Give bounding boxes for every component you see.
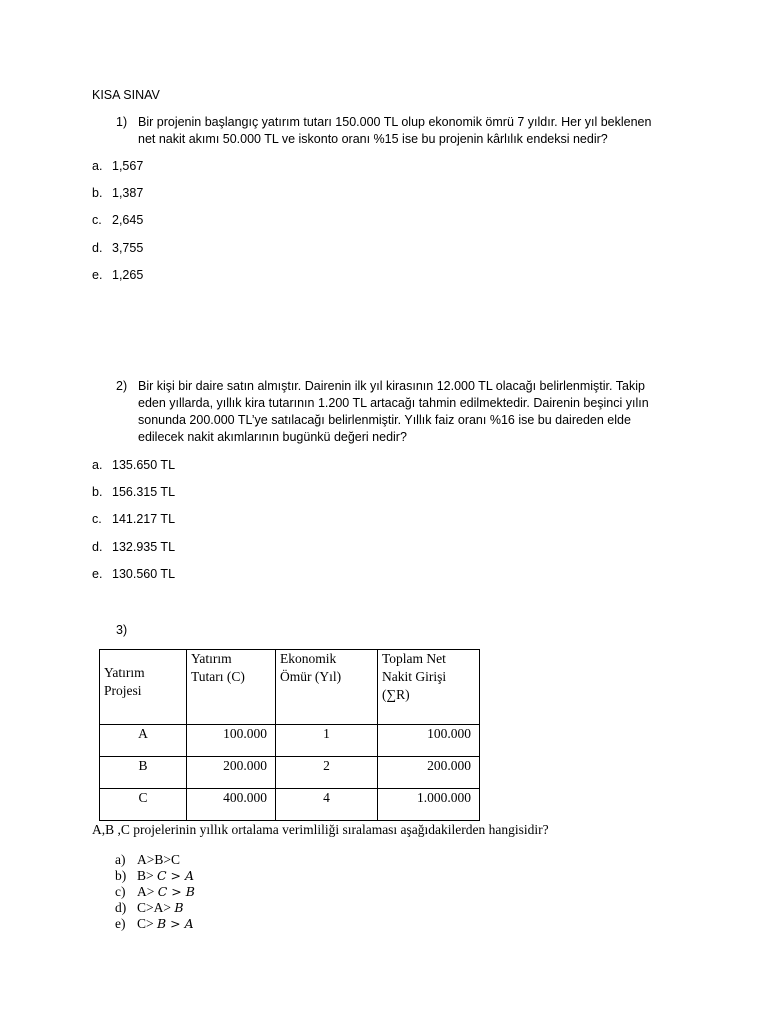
q1-option-e[interactable] [92,267,143,284]
option-math: B [174,900,184,915]
q1-option-c[interactable] [92,212,143,229]
project-table [99,649,480,821]
option-text: 1,387 [112,186,144,200]
option-math: B > A [157,916,194,931]
question-2-number: 2) [116,379,128,393]
option-letter: b. [92,186,103,200]
question-2-line-1: Bir kişi bir daire satın almıştır. Dairenin ilk yıl kirasının 12.000 TL olacağı belirlenmiştir. Takip [138,379,645,393]
option-letter: d. [92,241,103,255]
option-math: C > B [157,884,195,899]
cell-inflow: 200.000 [378,757,480,789]
q3-option-e[interactable] [115,916,194,932]
option-text: 3,755 [112,241,144,255]
header-inflow [378,650,480,725]
header-line: Projesi [104,683,142,698]
cell-project: A [100,725,187,757]
q3-option-c[interactable] [115,884,195,900]
option-letter: e) [115,916,126,931]
option-letter: a) [115,852,126,867]
question-3-number: 3) [116,623,128,637]
header-line: (∑R) [382,687,410,702]
option-text: 130.560 TL [112,567,176,581]
option-letter: b) [115,868,127,883]
question-1-line-2: net nakit akımı 50.000 TL ve iskonto oranı %15 ise bu projenin kârlılık endeksi nedir? [138,132,608,146]
q1-option-a[interactable] [92,158,143,175]
option-letter: e. [92,268,103,282]
cell-life: 1 [276,725,378,757]
option-letter: c. [92,213,102,227]
cell-investment: 100.000 [187,725,276,757]
option-text: C> [137,916,154,931]
cell-investment: 200.000 [187,757,276,789]
question-2-line-3: sonunda 200.000 TL’ye satılacağı belirlenmiştir. Yıllık faiz oranı %16 ise bu daireden elde [138,413,631,427]
cell-life: 4 [276,789,378,821]
option-math: C > A [157,868,195,883]
option-text: 135.650 TL [112,458,176,472]
option-text: 156.315 TL [112,485,176,499]
cell-inflow: 1.000.000 [378,789,480,821]
header-line: Nakit Girişi [382,669,447,684]
cell-project: C [100,789,187,821]
cell-investment: 400.000 [187,789,276,821]
question-1-number: 1) [116,115,128,129]
q1-option-d[interactable] [92,240,143,257]
option-letter: d) [115,900,127,915]
q2-option-d[interactable] [92,539,175,556]
option-text: 141.217 TL [112,512,176,526]
q2-option-a[interactable] [92,457,175,474]
header-line: Toplam Net [382,651,446,666]
page-title: KISA SINAV [92,88,160,102]
option-letter: a. [92,159,103,173]
header-investment [187,650,276,725]
q3-option-b[interactable] [115,868,194,884]
header-line: Tutarı (C) [191,669,245,684]
cell-inflow: 100.000 [378,725,480,757]
option-letter: e. [92,567,103,581]
option-letter: c) [115,884,126,899]
table-row [100,725,480,757]
option-text: 2,645 [112,213,144,227]
question-2-line-4: edilecek nakit akımlarının bugünkü değeri nedir? [138,430,407,444]
q2-option-c[interactable] [92,511,175,528]
option-letter: d. [92,540,103,554]
question-1-line-1: Bir projenin başlangıç yatırım tutarı 150.000 TL olup ekonomik ömrü 7 yıldır. Her yıl beklenen [138,115,652,129]
header-line: Yatırım [191,651,232,666]
option-text: A>B>C [137,852,180,867]
q3-option-a[interactable] [115,852,180,868]
option-text: 1,567 [112,159,144,173]
option-letter: b. [92,485,103,499]
table-row [100,789,480,821]
q2-option-b[interactable] [92,484,175,501]
q2-option-e[interactable] [92,566,175,583]
option-text: 1,265 [112,268,144,282]
cell-project: B [100,757,187,789]
header-line: Ekonomik [280,651,337,666]
header-line: Ömür (Yıl) [280,669,342,684]
header-life [276,650,378,725]
option-text: B> [137,868,154,883]
option-text: C>A> [137,900,171,915]
question-3-text: A,B ,C projelerinin yıllık ortalama verimliliği sıralaması aşağıdakilerden hangisidir? [92,822,549,837]
q1-option-b[interactable] [92,185,143,202]
option-text: 132.935 TL [112,540,176,554]
cell-life: 2 [276,757,378,789]
table-header-row [100,650,480,725]
header-project [100,650,187,725]
question-2-line-2: eden yıllarda, yıllık kira tutarının 1.200 TL artacağı tahmin edilmektedir. Dairenin beşinci yılın [138,396,649,410]
q3-option-d[interactable] [115,900,184,916]
question-1-text [138,114,683,148]
header-line: Yatırım [104,665,145,680]
option-letter: a. [92,458,103,472]
option-letter: c. [92,512,102,526]
table-row [100,757,480,789]
question-2-text [138,378,683,446]
option-text: A> [137,884,155,899]
